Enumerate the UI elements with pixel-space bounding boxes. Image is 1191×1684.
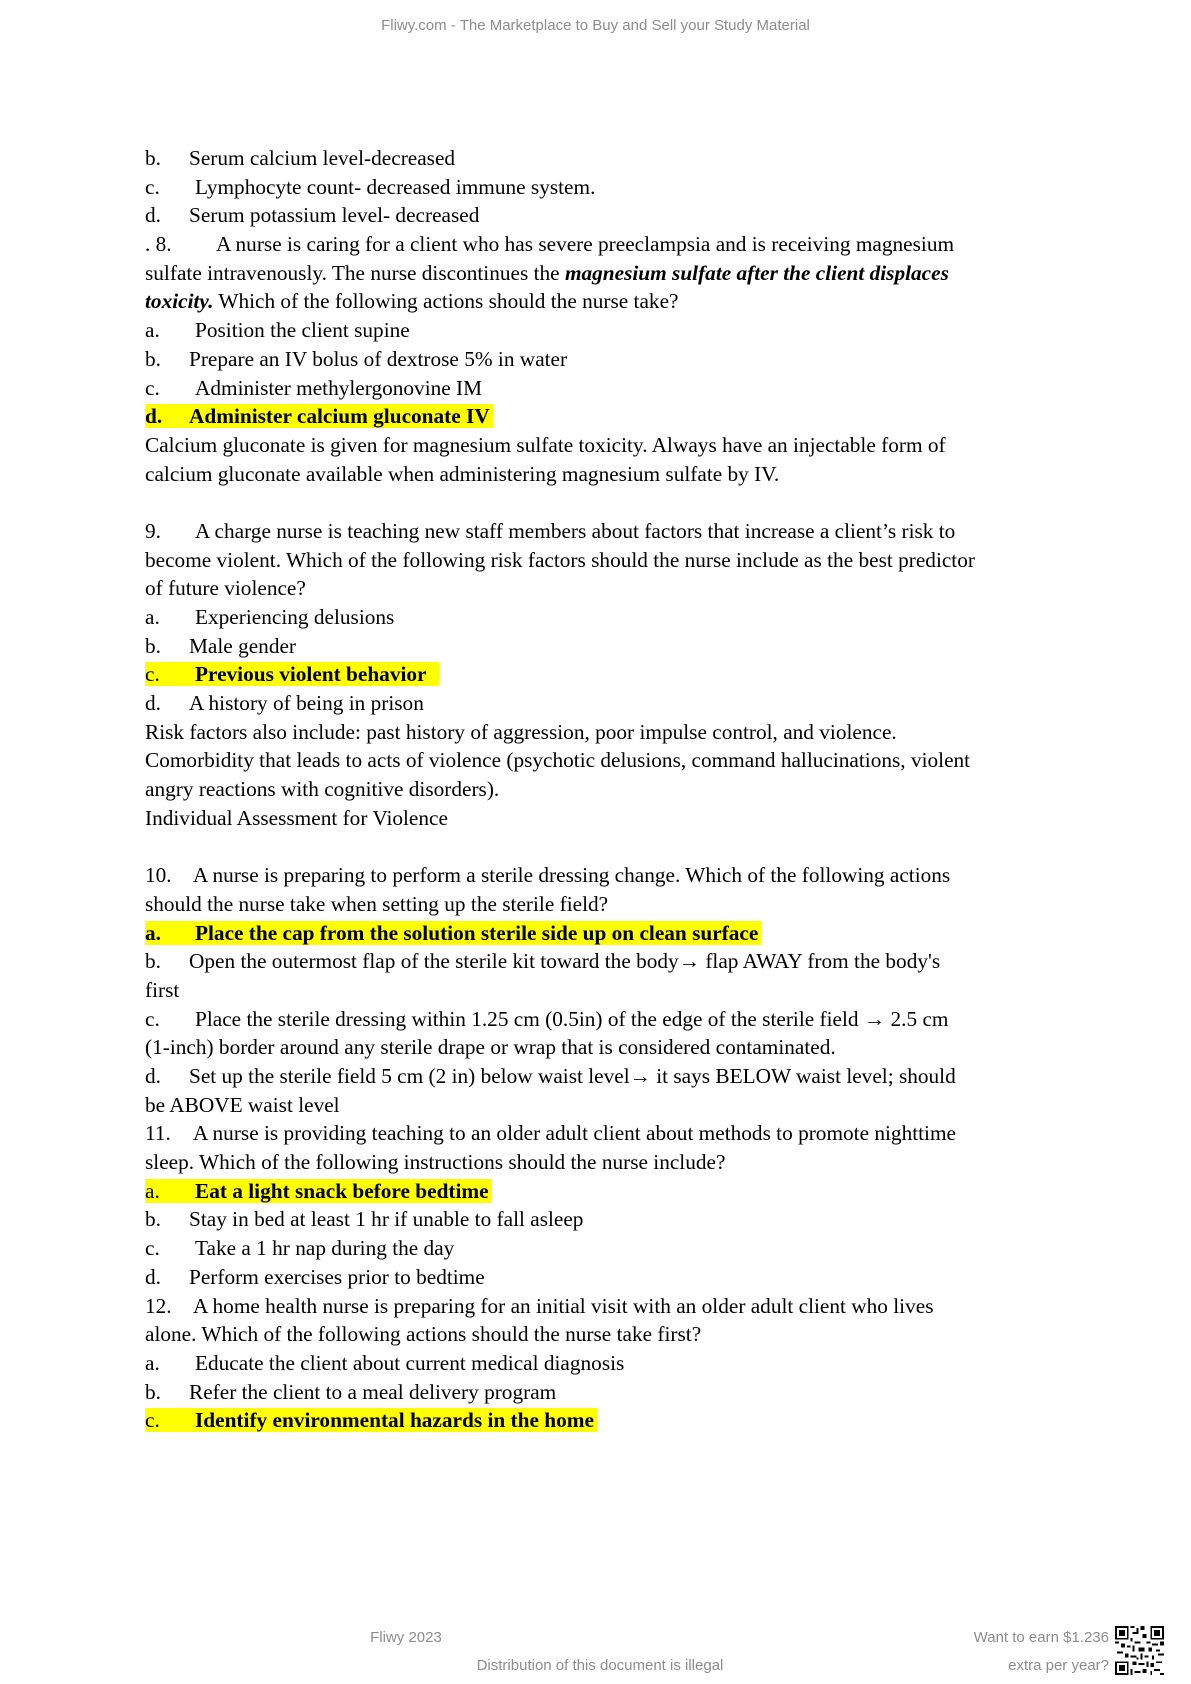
option-label: b. [145,1207,161,1232]
option-text: Experiencing delusions [195,605,395,629]
question-text: A home health nurse is preparing for an initial visit with an older adult client who lives [193,1293,934,1318]
option-text: Lymphocyte count- decreased immune system. [195,174,596,199]
question-8-line-1 [145,230,1100,259]
option-text: Place the cap from the solution sterile side up on clean surface [195,920,759,945]
document-body [145,144,1100,1435]
rationale-text: Calcium gluconate is given for magnesium sulfate toxicity. Always have an injectable form of [145,432,946,457]
correct-answer-option [145,402,1100,431]
question-text: A charge nurse is teaching new staff members about factors that increase a client’s risk to [195,518,956,543]
option-text: Stay in bed at least 1 hr if unable to fall asleep [189,1207,584,1232]
answer-option [145,1234,1100,1263]
correct-answer-option [145,1406,1100,1435]
option-text: Identify environmental hazards in the home [195,1408,594,1433]
rationale-text: Comorbidity that leads to acts of violence (psychotic delusions, command hallucinations, violent [145,748,971,773]
option-text: Set up the sterile field 5 cm (2 in) below waist level→ it says BELOW waist level; should [189,1064,956,1088]
answer-option [145,1378,1100,1407]
option-text: Educate the client about current medical diagnosis [195,1350,625,1375]
promo-line-2[interactable]: extra per year? [1008,1657,1109,1674]
question-8-line-3 [145,287,1100,316]
option-label: c. [145,1408,160,1433]
qr-code-icon[interactable] [1115,1626,1164,1675]
answer-option [145,632,1100,661]
answer-option [145,689,1100,718]
option-label: d. [145,691,161,716]
question-number: 10. [145,863,172,888]
option-text: Eat a light snack before bedtime [195,1178,489,1203]
option-text: Prepare an IV bolus of dextrose 5% in water [189,346,568,371]
question-number: 12. [145,1293,172,1318]
option-label: c. [145,662,160,687]
question-number: 9. [145,518,161,543]
correct-answer-option [145,919,1100,948]
answer-option-continued: be ABOVE waist level [145,1092,340,1117]
question-11-line-1 [145,1119,1100,1148]
option-label: a. [145,1350,160,1375]
answer-option-continued: (1-inch) border around any sterile drape or wrap that is considered contaminated. [145,1035,836,1060]
option-label: b. [145,949,161,974]
option-label: d. [145,404,163,429]
highlighted-answer [145,662,439,686]
option-label: b. [145,1379,161,1404]
highlighted-answer [145,1408,597,1432]
emphasized-text: toxicity. [145,289,214,314]
option-text: A history of being in prison [189,691,424,716]
emphasized-text: magnesium sulfate after the client displaces [564,260,949,285]
answer-option-continued: first [145,977,180,1002]
answer-option [145,1349,1100,1378]
option-label: c. [145,1236,160,1261]
answer-option [145,1005,1100,1034]
highlighted-answer [145,404,493,428]
answer-option [145,173,1100,202]
question-text: A nurse is preparing to perform a sterile dressing change. Which of the following actions [193,863,951,888]
answer-option [145,316,1100,345]
correct-answer-option [145,660,1100,689]
highlighted-answer [145,1179,492,1203]
question-number: 11. [145,1121,171,1146]
answer-option [145,144,1100,173]
question-9-line-3: of future violence? [145,576,306,601]
option-text: Male gender [189,633,297,658]
answer-option [145,1062,1100,1091]
option-label: d. [145,1064,161,1088]
answer-option [145,345,1100,374]
option-text: Open the outermost flap of the sterile kit toward the body→ flap AWAY from the body's [189,949,941,974]
option-label: a. [145,318,160,343]
question-8-line-2 [145,259,1100,288]
question-number: . 8. [145,232,172,257]
question-text: A nurse is providing teaching to an older adult client about methods to promote nighttime [193,1121,956,1146]
option-text: Previous violent behavior [195,662,427,687]
option-label: c. [145,1006,160,1031]
question-12-line-1 [145,1292,1100,1321]
rationale-text: Individual Assessment for Violence [145,805,448,830]
option-text: Refer the client to a meal delivery program [189,1379,557,1404]
footer-brand: Fliwy 2023 [370,1629,442,1646]
answer-option [145,374,1100,403]
option-label: a. [145,1178,160,1203]
question-12-line-2: alone. Which of the following actions should the nurse take first? [145,1322,702,1347]
answer-option [145,1205,1100,1234]
question-10-line-1 [145,861,1100,890]
promo-line-1[interactable]: Want to earn $1.236 [973,1629,1109,1646]
answer-option [145,603,1100,632]
option-label: c. [145,174,160,199]
rationale-text: Risk factors also include: past history of aggression, poor impulse control, and violence. [145,719,897,744]
option-label: a. [145,920,161,945]
rationale-text: calcium gluconate available when administering magnesium sulfate by IV. [145,461,780,486]
option-text: Place the sterile dressing within 1.25 cm (0.5in) of the edge of the sterile field → 2.5 cm [195,1006,949,1031]
option-text: Take a 1 hr nap during the day [195,1236,455,1261]
question-11-line-2: sleep. Which of the following instructions should the nurse include? [145,1150,726,1175]
question-text: A nurse is caring for a client who has severe preeclampsia and is receiving magnesium [216,232,955,257]
page-header: Fliwy.com - The Marketplace to Buy and Sell your Study Material [381,17,810,34]
answer-option [145,201,1100,230]
highlighted-answer [145,921,761,945]
footer-notice: Distribution of this document is illegal [476,1657,724,1674]
option-text: Serum potassium level- decreased [189,203,480,228]
answer-option [145,947,1100,976]
answer-option [145,1263,1100,1292]
question-9-line-1 [145,517,1100,546]
option-label: c. [145,375,160,400]
option-text: Administer methylergonovine IM [195,375,483,400]
question-9-line-2: become violent. Which of the following risk factors should the nurse include as the best predictor [145,547,975,572]
rationale-text: angry reactions with cognitive disorders). [145,777,500,802]
option-label: a. [145,605,160,629]
option-text: Serum calcium level-decreased [189,146,456,170]
option-text: Administer calcium gluconate IV [189,404,490,429]
option-label: b. [145,146,161,170]
option-text: Position the client supine [195,318,410,343]
question-10-line-2: should the nurse take when setting up the sterile field? [145,891,609,916]
question-text: Which of the following actions should the nurse take? [213,289,679,314]
correct-answer-option [145,1177,1100,1206]
option-label: d. [145,1264,161,1289]
option-label: b. [145,346,161,371]
option-label: b. [145,633,161,658]
question-text: sulfate intravenously. The nurse discontinues the [145,260,565,285]
option-text: Perform exercises prior to bedtime [189,1264,485,1289]
option-label: d. [145,203,161,228]
